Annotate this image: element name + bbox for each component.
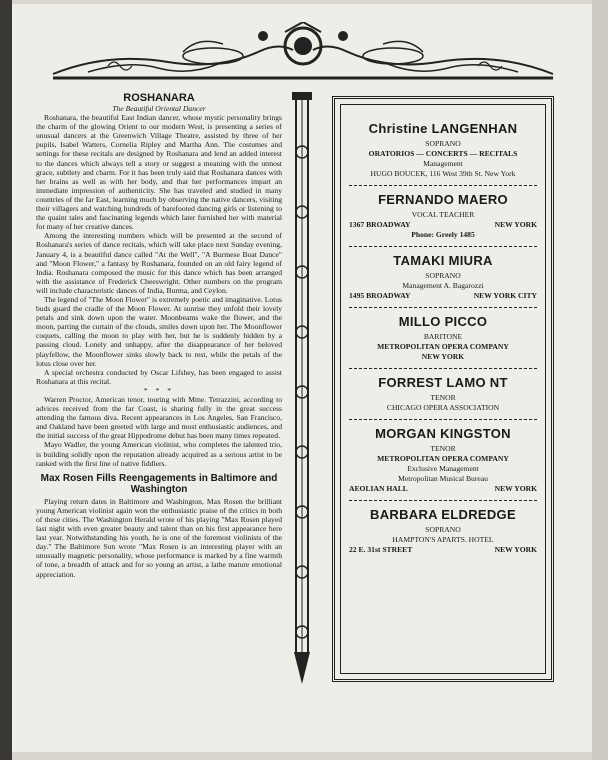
hotel: HAMPTON'S APARTS. HOTEL <box>392 535 494 544</box>
voice-type: TENOR <box>430 444 456 453</box>
paragraph: Among the interesting numbers which will be presented at the second of Roshanara's series of dance recitals, which will take place next Sunday evening, January 4, is a beautiful dance called "At the Well", "A Burmese Boat Dance" and "Moon Flower," a fantasy by Roshanara, founded on an old fairy legend of India. Roshanara composed the music for this dance which has been arranged with the assistance of Frederick Cheeswright. Other numbers on the program will include characteristic dances of India, Burma, and Ceylon. <box>36 231 282 295</box>
artist-name: MORGAN KINGSTON <box>375 426 511 441</box>
artist-card-picco <box>341 314 545 362</box>
article-column <box>36 92 282 722</box>
company: CHICAGO OPERA ASSOCIATION <box>386 403 500 412</box>
role: VOCAL TEACHER <box>411 210 475 219</box>
artist-card-eldredge <box>341 507 545 555</box>
section-break: * * * <box>143 385 175 395</box>
artist-name: TAMAKI MIURA <box>393 253 493 268</box>
artist-name: FORREST LAMO NT <box>378 375 508 390</box>
address: 1367 BROADWAY <box>349 220 411 229</box>
address-row <box>349 291 537 301</box>
city: NEW YORK <box>494 220 537 229</box>
city: NEW YORK CITY <box>473 291 537 300</box>
management: Metropolitan Musical Bureau <box>398 474 488 483</box>
header-ornament-icon <box>48 22 558 82</box>
artist-name: Christine LANGENHAN <box>368 121 518 136</box>
management: Management A. Bagarozzi <box>402 281 484 290</box>
artist-card-maero <box>341 192 545 240</box>
section-heading: Max Rosen Fills Reengagements in Baltimore and Washington <box>40 472 278 495</box>
city: NEW YORK <box>421 352 465 361</box>
address-row <box>349 545 537 555</box>
card-separator <box>349 419 537 420</box>
artist-card-miura <box>341 253 545 301</box>
address: 1495 BROADWAY <box>349 291 411 300</box>
card-separator <box>349 246 537 247</box>
city: NEW YORK <box>494 484 537 493</box>
voice-type: SOPRANO <box>425 525 461 534</box>
artist-card-langenhan <box>341 121 545 179</box>
address: 22 E. 31st STREET <box>349 545 413 554</box>
hall: AEOLIAN HALL <box>349 484 408 493</box>
phone: Phone: Greely 1485 <box>411 230 475 239</box>
management: Exclusive Management <box>407 464 479 473</box>
binding-spine <box>0 0 12 760</box>
card-separator <box>349 307 537 308</box>
paragraph: Warren Proctor, American tenor, touring with Mme. Tetrazzini, according to advices received from the far Coast, is sharing fully in the great success attending the famous diva. Recent appearances in Los Angeles, San Francisco, and Oakland have been greeted with large and most enthusiastic audiences, and the initial success of the great Hippodrome debut has been many times repeated. <box>36 395 282 441</box>
city: NEW YORK <box>494 545 537 554</box>
article-title: ROSHANARA <box>123 92 195 104</box>
voice-type: BARITONE <box>423 332 463 341</box>
address-row <box>349 484 537 494</box>
genres: ORATORIOS — CONCERTS — RECITALS <box>368 149 518 158</box>
company: METROPOLITAN OPERA COMPANY <box>377 454 509 463</box>
address-row <box>349 220 537 230</box>
page-edge <box>592 0 608 760</box>
card-separator <box>349 368 537 369</box>
card-separator <box>349 185 537 186</box>
column-divider-ornament-icon <box>290 92 314 684</box>
article-subtitle: The Beautiful Oriental Dancer <box>112 104 206 113</box>
voice-type: SOPRANO <box>425 139 461 148</box>
paragraph: Playing return dates in Baltimore and Washington, Max Rosen the brilliant young American violinist again won the enthusiastic praise of the critics in both of these cities. The Washington Herald wrote of his playing "Max Rosen played last night with even greater beauty and talent than on his first appearance here last year. Notwithstanding his youth, he is one of the foremost violinists of the day." The Baltimore Sun wrote "Max Rosen is an interesting player with an unusually magnetic personality, whose performance is marked by a fine warmth of tone, a breadth of attack and for so young an artist, a lathe mature emotional appreciation. <box>36 496 282 579</box>
card-separator <box>349 500 537 501</box>
artist-name: FERNANDO MAERO <box>378 192 508 207</box>
artist-directory-inner <box>340 104 546 674</box>
artist-card-lamont <box>341 375 545 413</box>
artist-card-kingston <box>341 426 545 494</box>
artist-name: BARBARA ELDREDGE <box>370 507 516 522</box>
paragraph: Roshanara, the beautiful East Indian dancer, whose mystic personality brings the charm of the glowing Orient to our modern West, is presenting a series of unusual dancers at the Greenwich Village Theatre, assisted by three of her pupils, Isabel Watters, Cornelia Ripley and Martha Ann. The costumes and settings for these recitals are designed by Roshanara and lend an added interest to the dances which always tell a story or suggest a meaning with the utmost grace, subtlety and charm. For it has been truly said that Roshanara dances with her brains as well as with her body, and that her performances impart an immediate impression of authenticity. She has traveled and studied in many countries of the far East, learning much by observing the native dancers, visiting their villagers and watching hundreds of barefooted dancing girls or listening to the quaint tales and fascinating legends which later furnished her with material for many of her creative dances. <box>36 113 282 232</box>
paragraph: A special orchestra conducted by Oscar Lifshey, has been engaged to assist Roshanara at this recital. <box>36 367 282 386</box>
voice-type: SOPRANO <box>425 271 461 280</box>
paragraph: The legend of "The Moon Flower" is extremely poetic and imaginative. Lotus buds guard the cradle of the Moon Flower. At sunrise they unfold their lovely petals and sink down upon the water. Moonbeams wake the flower, and the moon, parting the curtain of the clouds, smiles down upon her. The Moonflower coquets, calling the moon to play with her, but he is suddenly hidden by a passing cloud. Lonely and unhappy, after the disappearance of her beloved playfellow, the Moonflower sinks slowly back to rest, while the petals of the lotus close over her. <box>36 294 282 368</box>
voice-type: TENOR <box>430 393 456 402</box>
artist-directory-box <box>332 96 554 682</box>
management: HUGO BOUCEK, 116 West 39th St. New York <box>370 169 516 178</box>
paragraph: Mayo Wadler, the young American violinist, who completes the talented trio, is building solidly upon the reputation already acquired as a serious artist to be ranked with the first line of native fiddlers. <box>36 440 282 468</box>
artist-name: MILLO PICCO <box>398 314 488 329</box>
management-label: Management <box>423 159 463 168</box>
company: METROPOLITAN OPERA COMPANY <box>377 342 509 351</box>
